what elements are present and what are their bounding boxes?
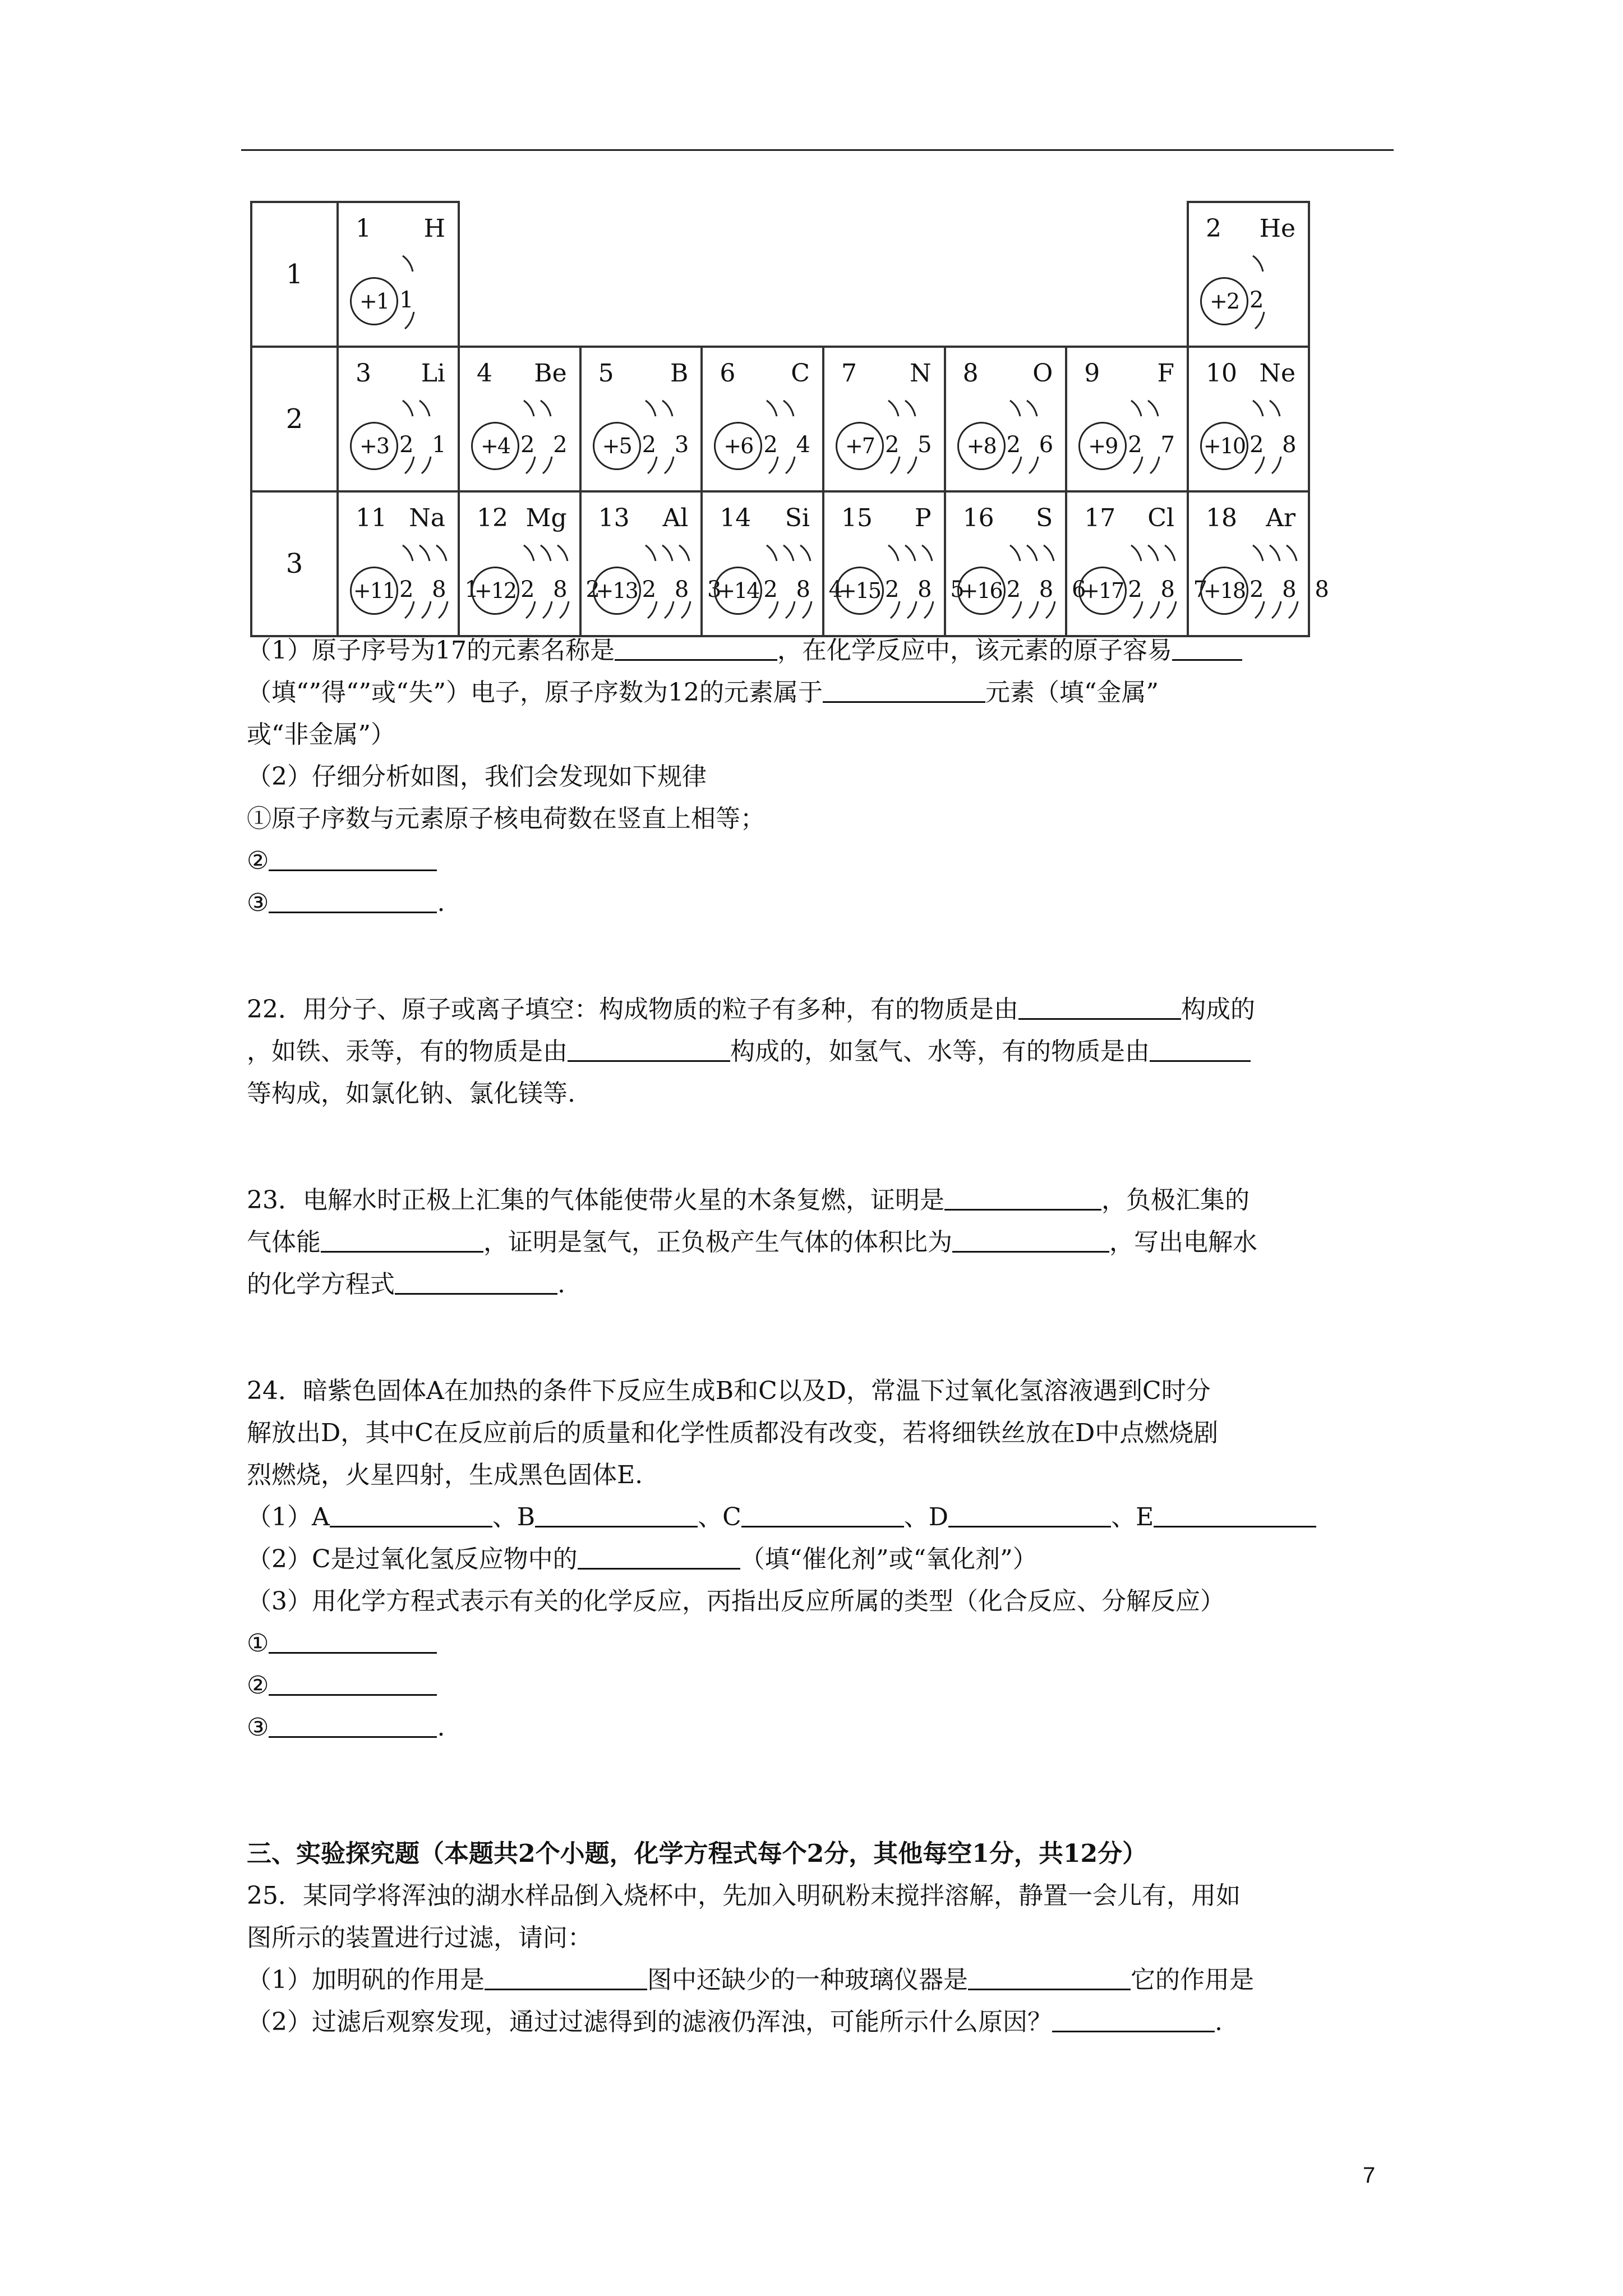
answer-blank[interactable] [1052,2006,1215,2032]
q24-line-1: 24．暗紫色固体A在加热的条件下反应生成B和C以及D，常温下过氧化氢溶液遇到C时分 [247,1377,1211,1405]
nucleus-charge: +11 [350,567,398,615]
answer-blank[interactable] [952,1226,1109,1253]
atomic-number: 12 [477,504,508,532]
q23-line-1: 23．电解水时正极上汇集的气体能使带火星的木条复燃，证明是 ，负极汇集的 [247,1184,1249,1217]
answer-blank[interactable] [948,1501,1111,1527]
nucleus-charge: +4 [471,422,519,470]
page-number: 7 [1363,2163,1376,2188]
electron-shells: 1 [399,287,419,313]
answer-blank[interactable] [1150,1036,1251,1062]
atomic-number: 14 [720,504,751,532]
q23-line-2: 气体能 ，证明是氢气，正负极产生气体的体积比为 ，写出电解水 [247,1226,1257,1259]
electron-shells: 2 8 8 [1249,577,1335,602]
element-symbol: Ar [1266,504,1295,532]
answer-blank[interactable] [741,1501,904,1527]
nucleus-charge: +17 [1078,567,1127,615]
answer-blank[interactable] [823,677,985,703]
electron-shells: 2 5 [884,432,938,458]
q23-line-3: 的化学方程式 . [247,1268,565,1301]
element-cell [1188,202,1309,347]
element-cell [338,347,459,491]
element-symbol: O [1032,359,1053,388]
element-symbol: B [670,359,689,388]
answer-blank[interactable] [1154,1501,1316,1527]
electron-shells: 2 8 [1249,432,1302,458]
q25-part-2: （2）过滤后观察发现，通过过滤得到的滤液仍浑浊，可能所示什么原因？ . [247,2005,1223,2039]
element-cell [702,347,823,491]
q24-eq-2: ② [247,1669,437,1703]
nucleus-charge: +2 [1200,277,1248,325]
electron-shells: 2 6 [1006,432,1059,458]
q24-part-1: （1）A 、B 、C 、D 、E [247,1501,1316,1534]
element-cell [459,347,580,491]
q22-line-2: ，如铁、汞等，有的物质是由 构成的，如氢气、水等，有的物质是由 [247,1035,1251,1069]
element-symbol: Mg [525,504,567,532]
nucleus-charge: +18 [1200,567,1248,615]
atomic-number: 16 [962,504,994,532]
element-symbol: Cl [1147,504,1174,532]
nucleus-charge: +9 [1078,422,1127,470]
q21-line-2: （填“”得“”或“失”）电子，原子序数为12的元素属于 元素（填“金属” [247,676,1159,710]
period-label: 1 [251,202,338,347]
element-symbol: Li [421,359,445,388]
electron-shells: 2 4 [763,432,816,458]
q21-rule-3: ③ . [247,886,445,920]
atomic-number: 15 [841,504,873,532]
electron-shells: 2 8 5 [884,577,970,602]
nucleus-charge: +13 [593,567,641,615]
q25-line-1: 25．某同学将浑浊的湖水样品倒入烧杯中，先加入明矾粉末搅拌溶解，静置一会儿有，用如 [247,1881,1241,1910]
answer-blank[interactable] [568,1036,730,1062]
periodic-table [250,201,1335,637]
electron-shells: 2 8 7 [1128,577,1214,602]
nucleus-charge: +5 [593,422,641,470]
nucleus-charge: +1 [350,277,398,325]
element-symbol: S [1036,504,1053,532]
atomic-number: 10 [1206,359,1237,388]
atomic-number: 18 [1206,504,1237,532]
atomic-number: 4 [477,359,492,388]
answer-blank[interactable] [395,1268,557,1295]
element-symbol: He [1259,214,1295,243]
element-cell [1066,347,1188,491]
table-gap [459,202,1188,347]
element-symbol: Be [534,359,567,388]
q22-line-1: 22．用分子、原子或离子填空：构成物质的粒子有多种，有的物质是由 构成的 [247,993,1255,1027]
element-symbol: Si [785,504,810,532]
element-symbol: P [915,504,932,532]
period-label: 2 [251,347,338,491]
element-cell [945,347,1067,491]
answer-blank[interactable] [578,1543,740,1570]
element-cell [580,347,702,491]
element-cell [823,347,945,491]
section-heading: 三、实验探究题（本题共2个小题，化学方程式每个2分，其他每空1分，共12分） [247,1839,1147,1868]
electron-shells: 2 8 3 [642,577,727,602]
q24-part-2: （2）C是过氧化氢反应物中的 （填“催化剂”或“氧化剂”） [247,1543,1038,1576]
nucleus-charge: +8 [957,422,1006,470]
atomic-number: 6 [720,359,736,388]
atomic-number: 5 [598,359,614,388]
element-cell [945,491,1092,636]
atomic-number: 9 [1084,359,1100,388]
nucleus-charge: +3 [350,422,398,470]
answer-blank[interactable] [269,845,437,871]
q21-rule-2: ② [247,844,437,878]
element-cell [823,491,970,636]
q21-rule-1: ①原子序数与元素原子核电荷数在竖直上相等； [247,804,765,833]
answer-blank[interactable] [615,634,777,661]
electron-shells: 2 8 4 [763,577,849,602]
atomic-number: 11 [356,504,387,532]
element-symbol: Ne [1259,359,1295,388]
q24-line-2: 解放出D，其中C在反应前后的质量和化学性质都没有改变，若将细铁丝放在D中点燃烧剧 [247,1419,1219,1447]
element-cell [1188,347,1309,491]
atomic-number: 7 [841,359,857,388]
nucleus-charge: +10 [1200,422,1248,470]
answer-blank[interactable] [269,1711,437,1738]
answer-blank[interactable] [330,1501,492,1527]
q25-line-2: 图所示的装置进行过滤，请问： [247,1924,592,1952]
element-symbol: C [791,359,810,388]
q25-part-1: （1）加明矾的作用是 图中还缺少的一种玻璃仪器是 它的作用是 [247,1963,1254,1997]
q24-part-3: （3）用化学方程式表示有关的化学反应，丙指出反应所属的类型（化合反应、分解反应） [247,1587,1225,1616]
nucleus-charge: +12 [471,567,519,615]
q24-eq-3: ③ . [247,1711,445,1745]
element-symbol: F [1157,359,1174,388]
answer-blank[interactable] [968,1964,1131,1990]
element-cell [580,491,727,636]
element-cell [702,491,849,636]
element-cell [338,491,485,636]
atomic-number: 8 [962,359,979,388]
nucleus-charge: +7 [836,422,884,470]
element-cell [1188,491,1335,636]
electron-shells: 2 7 [1128,432,1181,458]
q21-line-1: （1）原子序号为17的元素名称是 ，在化学反应中，该元素的原子容易 [247,634,1242,668]
atomic-number: 1 [356,214,371,243]
element-cell [338,202,459,347]
q21-line-4: （2）仔细分析如图，我们会发现如下规律 [247,762,707,791]
electron-shells: 2 2 [520,432,573,458]
answer-blank[interactable] [1172,634,1242,661]
atomic-number: 13 [598,504,630,532]
element-symbol: H [423,214,445,243]
nucleus-charge: +6 [714,422,762,470]
q24-eq-1: ① [247,1627,437,1660]
element-symbol: Al [662,504,689,532]
electron-shells: 2 3 [642,432,695,458]
nucleus-charge: +14 [714,567,762,615]
element-symbol: N [910,359,932,388]
electron-shells: 2 8 6 [1006,577,1092,602]
element-cell [459,491,606,636]
answer-blank[interactable] [269,1627,437,1654]
answer-blank[interactable] [269,887,437,913]
atomic-number: 2 [1206,214,1221,243]
electron-shells: 2 8 1 [399,577,485,602]
nucleus-charge: +16 [957,567,1006,615]
q22-line-3: 等构成，如氯化钠、氯化镁等. [247,1079,575,1108]
atomic-number: 17 [1084,504,1116,532]
answer-blank[interactable] [944,1184,1101,1211]
q21-line-3: 或“非金属”） [247,720,395,749]
period-label: 3 [251,491,338,636]
answer-blank[interactable] [321,1226,483,1253]
element-symbol: Na [409,504,445,532]
header-rule [241,149,1394,151]
atomic-number: 3 [356,359,371,388]
q24-line-3: 烈燃烧，火星四射，生成黑色固体E. [247,1461,643,1489]
electron-shells: 2 1 [399,432,452,458]
electron-shells: 2 8 2 [520,577,606,602]
answer-blank[interactable] [1018,993,1181,1020]
answer-blank[interactable] [269,1669,437,1696]
electron-shells: 2 [1249,287,1270,313]
answer-blank[interactable] [535,1501,698,1527]
answer-blank[interactable] [485,1964,647,1990]
nucleus-charge: +15 [836,567,884,615]
element-cell [1066,491,1214,636]
